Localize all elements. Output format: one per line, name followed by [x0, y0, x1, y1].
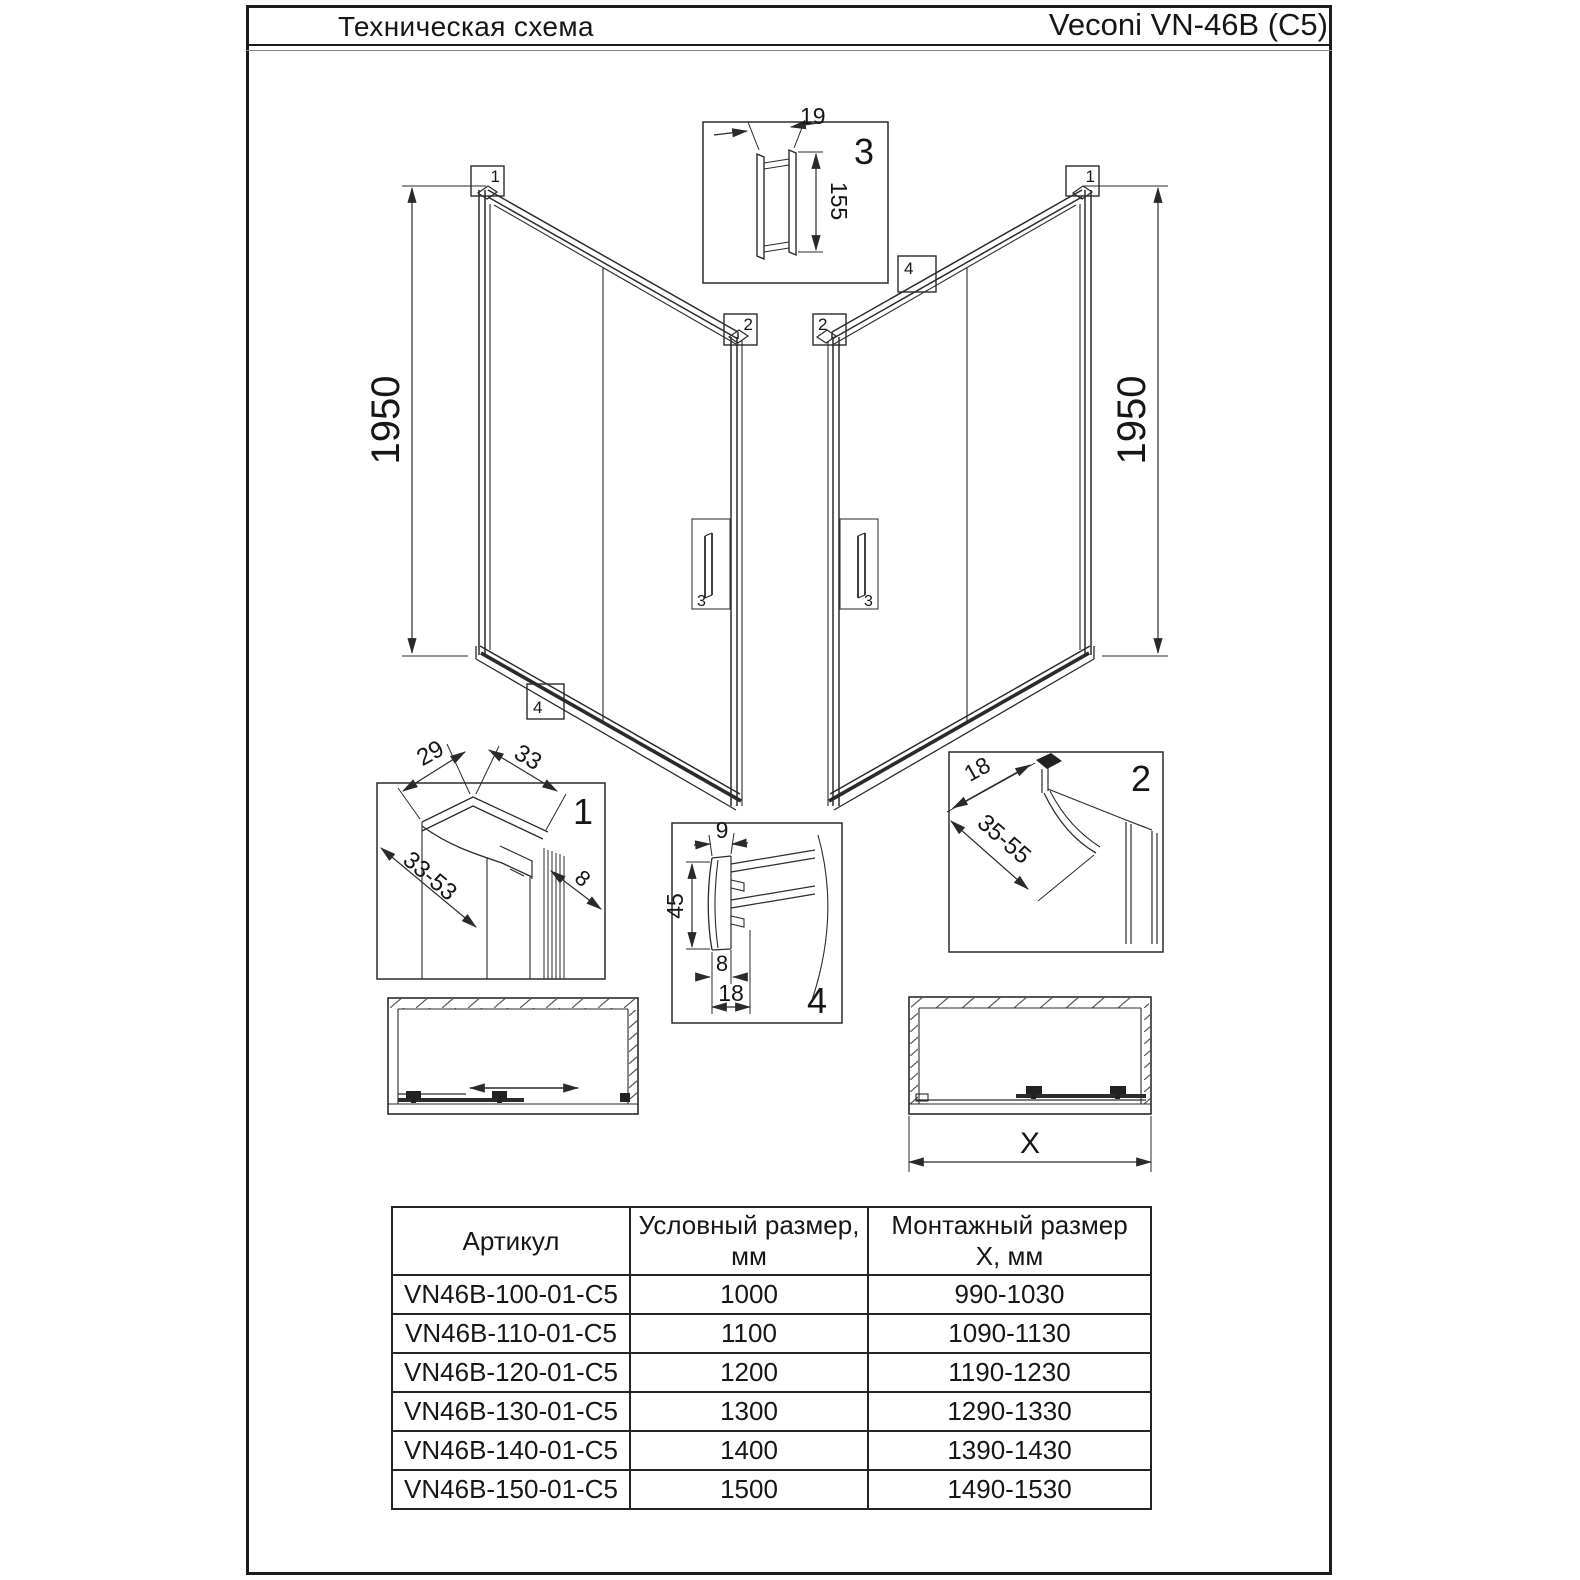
left-bottom-rail	[476, 646, 741, 810]
cell-size: 1200	[630, 1353, 868, 1392]
plan-right-leftwall-hatch	[910, 1008, 918, 1104]
col-header-mount-line2: Х, мм	[975, 1241, 1044, 1271]
right-center-profile	[828, 337, 839, 806]
cell-mount: 1090-1130	[868, 1314, 1151, 1353]
table-row	[392, 1275, 1151, 1314]
cell-article: VN46B-150-01-C5	[392, 1470, 630, 1509]
detail-4-dim-18-label: 18	[718, 980, 744, 1006]
spec-table	[391, 1206, 1152, 1510]
detail-4-dim-9-label: 9	[715, 817, 729, 843]
product-title: Veconi VN-46B (C5)	[1048, 7, 1328, 42]
plan-left-outline	[388, 998, 638, 1114]
col-header-article: Артикул	[392, 1207, 630, 1275]
detail-1-frame	[377, 783, 605, 979]
detail-4-label: 4	[806, 980, 827, 1021]
left-handle-callout-label: 3	[697, 593, 706, 610]
cell-size: 1000	[630, 1275, 868, 1314]
cell-article: VN46B-110-01-C5	[392, 1314, 630, 1353]
cell-size: 1300	[630, 1392, 868, 1431]
left-callout-1-label: 1	[490, 167, 500, 186]
cell-mount: 1290-1330	[868, 1392, 1151, 1431]
plan-view-left	[388, 998, 638, 1114]
left-callout-2-label: 2	[743, 315, 753, 334]
right-height-dim-label: 1950	[1110, 375, 1154, 465]
detail-1-dim-3353-label: 33-53	[397, 846, 463, 907]
cell-size: 1400	[630, 1431, 868, 1470]
col-header-size-line2: мм	[731, 1241, 767, 1271]
detail-3-dim-155-label: 155	[826, 181, 852, 221]
left-elevation	[364, 166, 757, 810]
right-callout-4-label: 4	[904, 259, 914, 278]
detail-1-dim-29-label: 29	[412, 735, 449, 772]
plan-right-track	[916, 1086, 1146, 1101]
left-center-profile	[731, 337, 742, 806]
detail-4-rail-profile	[662, 817, 842, 1023]
right-elevation	[813, 166, 1168, 810]
cell-size: 1100	[630, 1314, 868, 1353]
detail-2-label: 2	[1130, 758, 1151, 799]
detail-2-dimensions	[947, 763, 1094, 901]
col-header-mount	[868, 1207, 1151, 1275]
detail-2-corner	[947, 751, 1163, 952]
right-callout-1-label: 1	[1085, 167, 1095, 186]
cell-article: VN46B-100-01-C5	[392, 1275, 630, 1314]
col-header-mount-line1: Монтажный размер	[891, 1210, 1128, 1240]
detail-1-dim-33-label: 33	[509, 739, 547, 777]
cell-article: VN46B-140-01-C5	[392, 1431, 630, 1470]
right-handle-callout-label: 3	[864, 593, 873, 610]
plan-left-wall-hatch	[390, 999, 636, 1009]
plan-right-width-dim-label: X	[1019, 1127, 1041, 1160]
detail-1-label: 1	[572, 791, 593, 832]
cell-mount: 1490-1530	[868, 1470, 1151, 1509]
col-header-size-line1: Условный размер,	[638, 1210, 860, 1240]
plan-right-wall-hatch	[911, 998, 1149, 1008]
cell-size: 1500	[630, 1470, 868, 1509]
plan-right-rightwall-hatch	[1142, 1008, 1150, 1104]
table-row	[392, 1353, 1151, 1392]
right-top-rail	[832, 190, 1082, 344]
detail-3-handle	[703, 103, 888, 283]
cell-article: VN46B-130-01-C5	[392, 1392, 630, 1431]
detail-4-dim-45-label: 45	[662, 893, 688, 919]
right-wall-profile	[1080, 190, 1091, 655]
detail-1-wall-profile	[377, 735, 605, 979]
table-header-row	[392, 1207, 1151, 1275]
plan-left-sidewall-hatch	[629, 1010, 637, 1104]
detail-2-dim-3555-label: 35-55	[971, 809, 1036, 870]
page-title: Техническая схема	[338, 11, 595, 42]
right-callout-2-label: 2	[818, 315, 828, 334]
plan-left-track	[398, 1091, 630, 1103]
detail-3-dim-155	[798, 152, 823, 252]
cell-mount: 1390-1430	[868, 1431, 1151, 1470]
left-height-dimension	[402, 186, 486, 656]
detail-3-handle-drawing	[757, 150, 796, 259]
table-row	[392, 1392, 1151, 1431]
right-bottom-rail	[829, 646, 1094, 810]
detail-2-dim-18-label: 18	[959, 751, 995, 787]
plan-view-right	[909, 997, 1151, 1172]
table-row	[392, 1314, 1151, 1353]
left-callout-4-label: 4	[533, 698, 543, 717]
cell-article: VN46B-120-01-C5	[392, 1353, 630, 1392]
detail-3-dim-19-label: 19	[800, 103, 826, 129]
detail-1-dim-8-label: 8	[570, 864, 596, 892]
col-header-size	[630, 1207, 868, 1275]
cell-mount: 990-1030	[868, 1275, 1151, 1314]
detail-3-label: 3	[853, 131, 874, 172]
table-row	[392, 1431, 1151, 1470]
detail-4-dim-8-label: 8	[715, 951, 729, 976]
left-height-dim-label: 1950	[364, 375, 408, 465]
table-row	[392, 1470, 1151, 1509]
left-top-rail	[488, 190, 738, 344]
cell-mount: 1190-1230	[868, 1353, 1151, 1392]
left-wall-profile	[479, 190, 490, 655]
detail-1-dimensions	[381, 744, 601, 927]
